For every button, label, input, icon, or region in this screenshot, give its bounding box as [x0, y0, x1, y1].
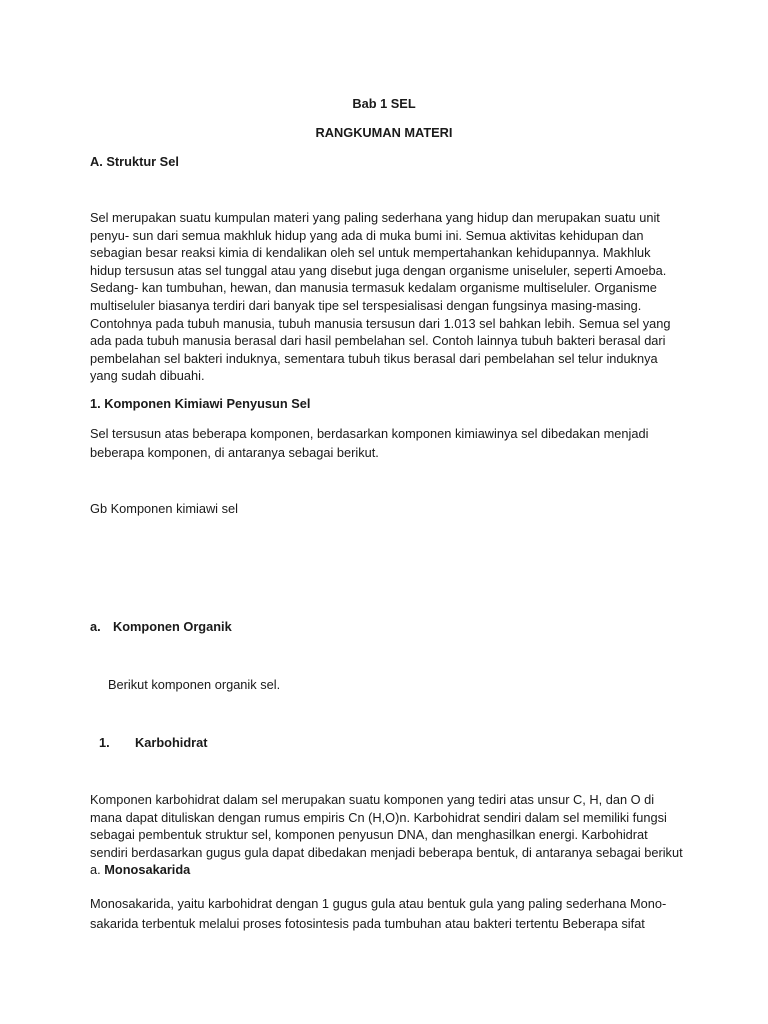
carbohydrate-line: sendiri berdasarkan gugus gula dapat dibedakan menjadi beberapa bentuk, di antaranya sebagai berikut [90, 844, 683, 860]
chapter-title: Bab 1 SEL [352, 96, 416, 111]
intro-line: Sel merupakan suatu kumpulan materi yang paling sederhana yang hidup dan merupakan suatu unit [90, 210, 660, 225]
intro-line: pembelahan sel bakteri induknya, sementara tubuh tikus berasal dari pembelahan sel telur induknya [90, 350, 658, 366]
monosaccharide-heading-text: Monosakarida [104, 862, 191, 878]
monosaccharide-heading [90, 861, 662, 879]
subsection-heading-komponen-kimiawi: 1. Komponen Kimiawi Penyusun Sel [90, 396, 311, 411]
components-paragraph [90, 424, 662, 462]
organic-heading-text: Komponen Organik [113, 619, 232, 634]
intro-line: ada pada tubuh manusia berasal dari hasil pembelahan sel. Contoh lainnya tubuh bakteri berasal dari [90, 333, 666, 349]
intro-line: penyu- sun dari semua makhluk hidup yang ada di muka bumi ini. Semua aktivitas kehidupan dan [90, 227, 644, 243]
intro-line: Sedang- kan tumbuhan, hewan, dan manusia termasuk kedalam organisme multiseluler. Organisme [90, 280, 657, 296]
figure-caption: Gb Komponen kimiawi sel [90, 501, 238, 516]
carbohydrate-heading-text: Karbohidrat [135, 735, 208, 750]
organic-list-marker: a. [90, 619, 101, 634]
carbohydrate-line: mana dapat dituliskan dengan rumus empiris Cn (H,O)n. Karbohidrat sendiri dalam sel memiliki fungsi [90, 809, 667, 825]
intro-line: multiseluler biasanya terdiri dari banyak tipe sel terspesialisasi dengan fungsinya masing-masing. [90, 297, 642, 313]
monosaccharide-line: sakarida terbentuk melalui proses fotosintesis pada tumbuhan atau bakteri tertentu Beberapa sifat [90, 916, 645, 931]
monosaccharide-paragraph [90, 894, 667, 934]
monosaccharide-line: Monosakarida, yaitu karbohidrat dengan 1 gugus gula atau bentuk gula yang paling sederhana Mono- [90, 896, 667, 911]
carbohydrate-line: sebagai pembentuk struktur sel, komponen penyusun DNA, dan menghasilkan energi. Karbohidrat [90, 827, 648, 843]
intro-paragraph [90, 209, 671, 385]
carbohydrate-heading [99, 734, 499, 752]
organic-intro: Berikut komponen organik sel. [108, 677, 281, 692]
monosaccharide-list-marker: a. [90, 862, 101, 878]
organic-heading [90, 618, 490, 636]
summary-title: RANGKUMAN MATERI [315, 125, 453, 140]
carbohydrate-list-marker: 1. [99, 735, 110, 750]
carbohydrate-line: Komponen karbohidrat dalam sel merupakan suatu komponen yang tediri atas unsur C, H, dan O di [90, 792, 655, 807]
section-heading-struktur-sel: A. Struktur Sel [90, 154, 179, 169]
intro-line: Contohnya pada tubuh manusia, tubuh manusia tersusun dari 1.013 sel bahkan lebih. Semua sel yang [90, 315, 671, 331]
intro-line: hidup tersusun atas sel tunggal atau yang disebut juga dengan organisme uniseluler, seperti Amoeba. [90, 262, 667, 278]
intro-line: sebagian besar reaksi kimia di kendalikan oleh sel untuk mempertahankan kehidupannya. Makhluk [90, 245, 651, 261]
components-line: beberapa komponen, di antaranya sebagai berikut. [90, 445, 379, 460]
components-line: Sel tersusun atas beberapa komponen, berdasarkan komponen kimiawinya sel dibedakan menjadi [90, 426, 649, 441]
carbohydrate-paragraph [90, 791, 683, 879]
intro-line: yang sudah dibuahi. [90, 368, 205, 384]
